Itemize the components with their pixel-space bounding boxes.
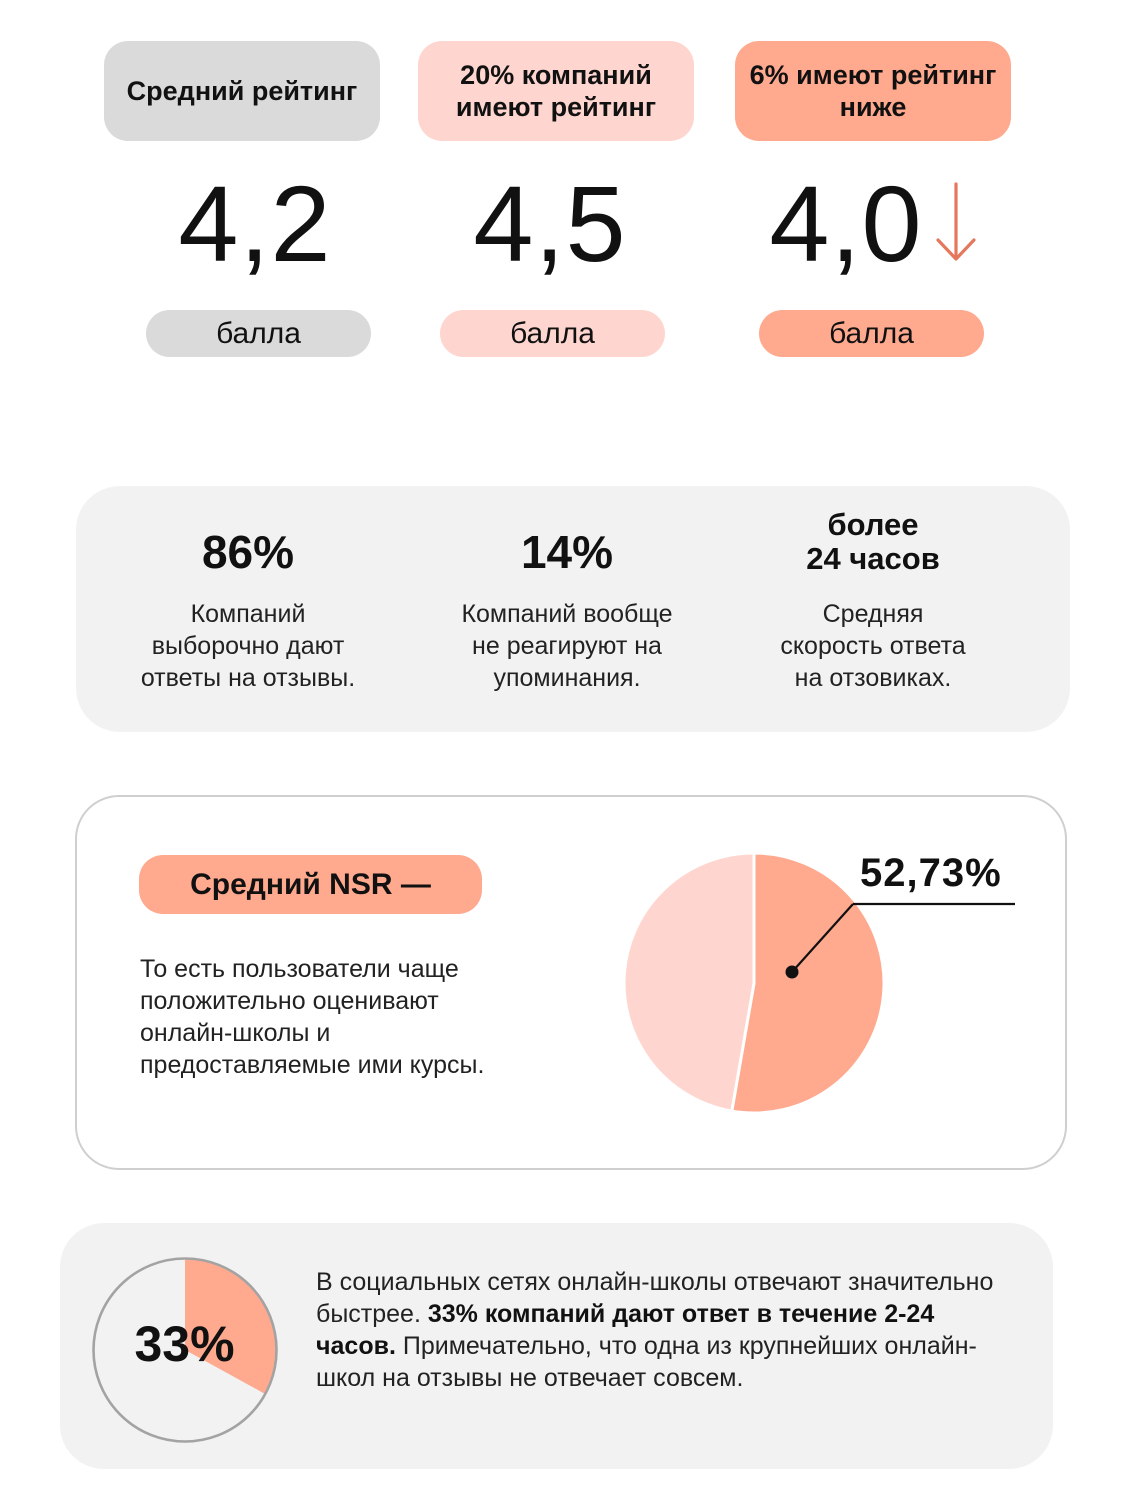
rating-heading-top20: 20% компаний имеют рейтинг: [418, 41, 694, 141]
rating-heading-average: Средний рейтинг: [104, 41, 380, 141]
stat-value: 14%: [520, 526, 614, 578]
rating-value-average: 4,2: [178, 163, 332, 284]
social-text-before: В социальных сетях онлайн-школы отвечают значительно быстрее.: [316, 1268, 994, 1328]
stat-description: Компаний вообще не реагируют на упоминания.: [461, 600, 673, 692]
rating-unit-top20: балла: [440, 310, 665, 357]
nsr-leader-dot: [786, 966, 799, 979]
nsr-label: Средний NSR —: [139, 855, 482, 914]
stats-panel: [76, 486, 1070, 732]
arrow-down-icon: [933, 180, 979, 266]
stat-description: Компаний выборочно дают ответы на отзывы.: [140, 600, 356, 692]
stat-value: 86%: [201, 526, 295, 578]
social-pie-data-label: 33%: [134, 1316, 235, 1372]
nsr-description: То есть пользователи чаще положительно оценивают онлайн-школы и предоставляемые ими курсы.: [140, 955, 485, 1079]
nsr-slice-rest: [624, 853, 754, 1111]
rating-value-below: 4,0: [769, 163, 923, 284]
rating-unit-below: балла: [759, 310, 984, 357]
social-text-highlight: 33% компаний дают ответ в течение 2-24 часов.: [316, 1300, 935, 1360]
social-text-after: Примечательно, что одна из крупнейших онлайн-школ на отзывы не отвечает совсем.: [316, 1332, 977, 1392]
rating-heading-below: 6% имеют рейтинг ниже: [735, 41, 1011, 141]
stat-description: Средняя скорость ответа на отзовиках.: [780, 600, 966, 692]
nsr-pie-data-label: 52,73%: [860, 851, 1002, 895]
stat-value: более 24 часов: [806, 507, 940, 576]
rating-value-top20: 4,5: [473, 163, 627, 284]
rating-unit-average: балла: [146, 310, 371, 357]
social-description: [316, 1266, 1016, 1394]
